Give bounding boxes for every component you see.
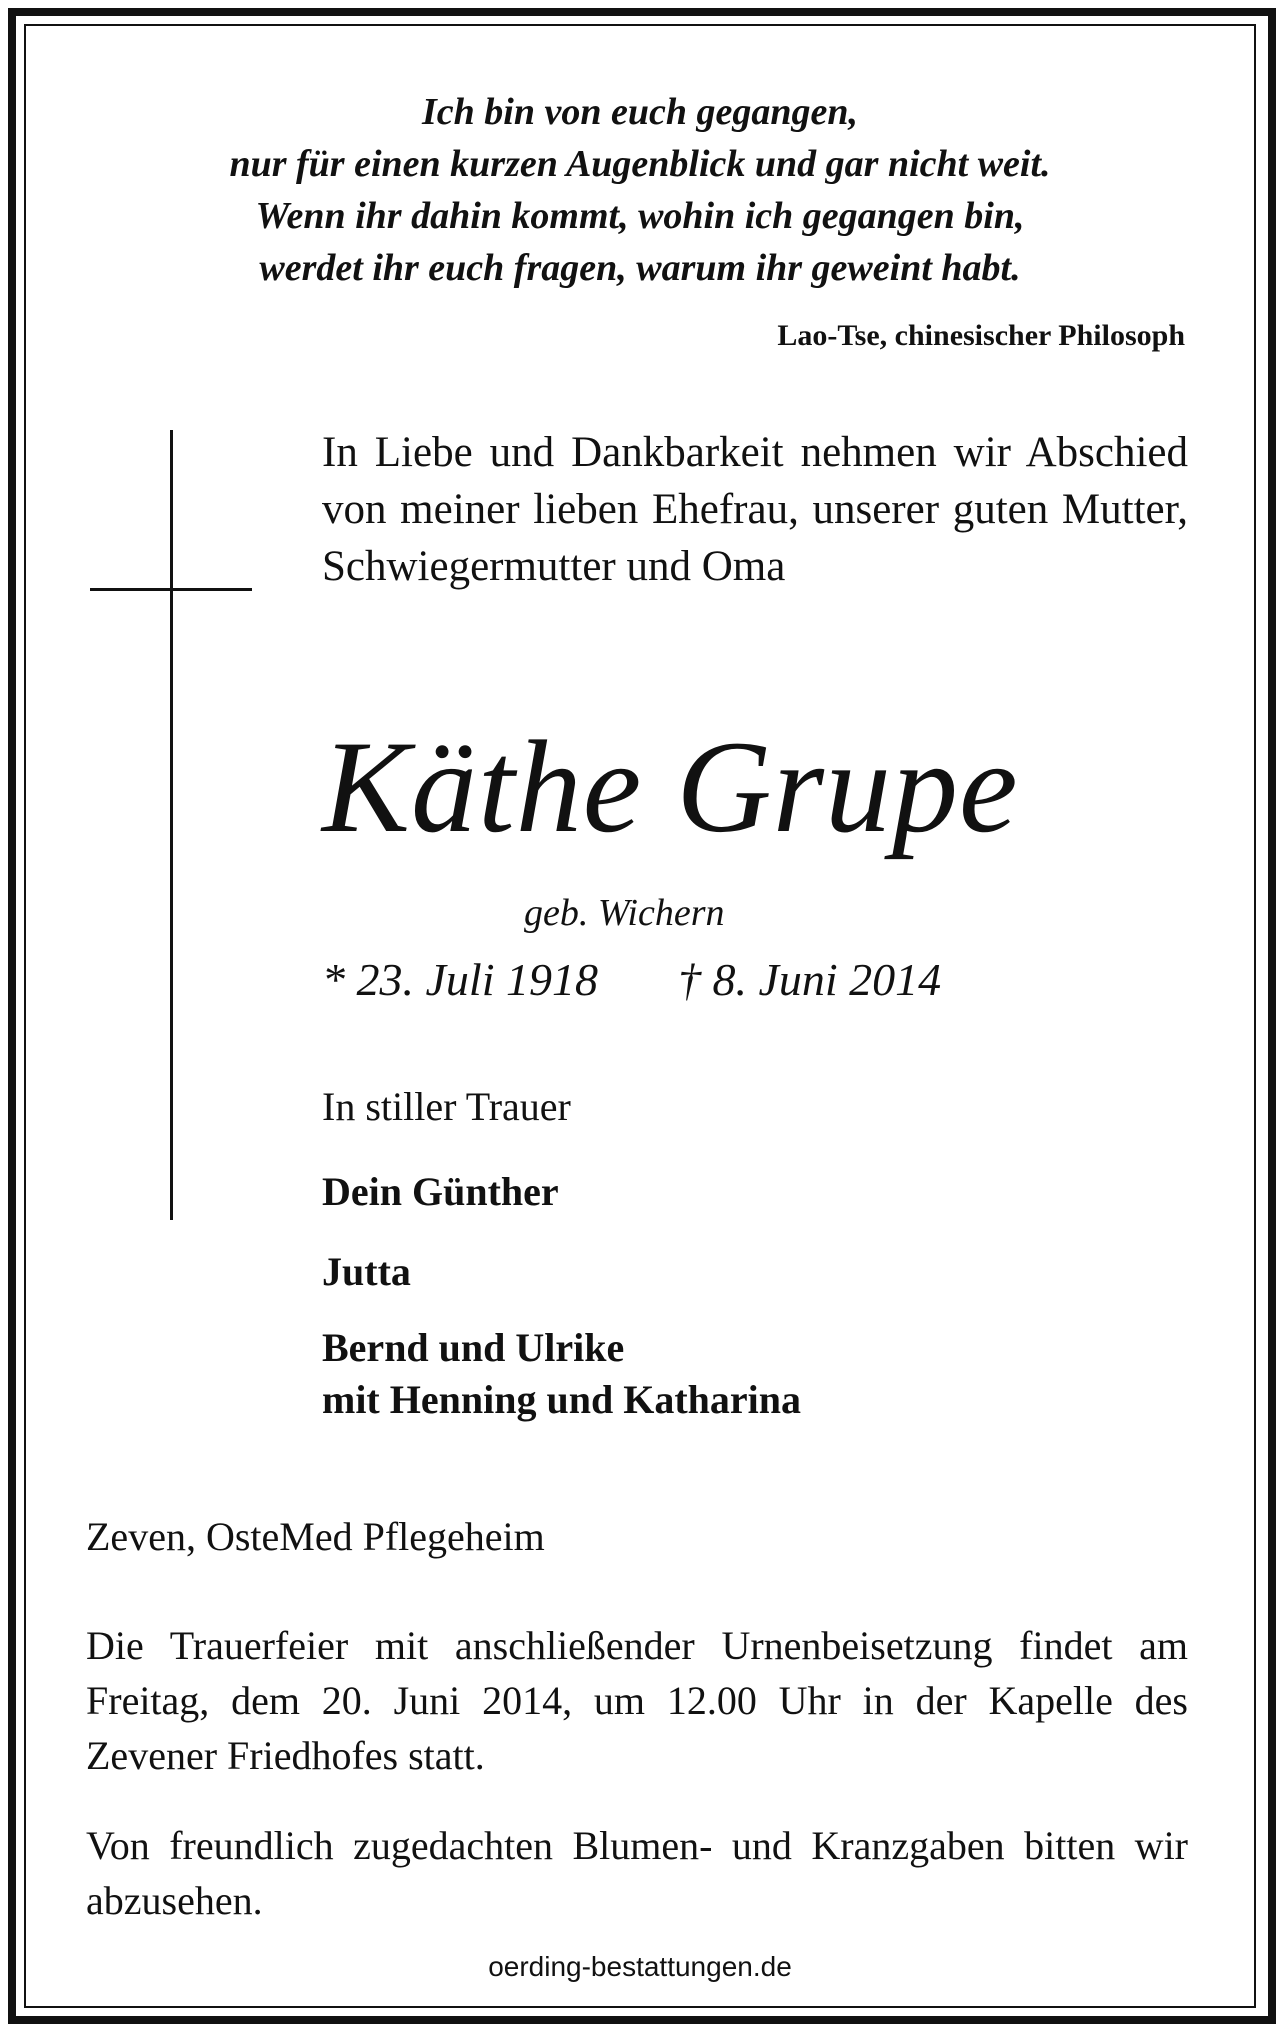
- birth-date: * 23. Juli 1918: [322, 954, 598, 1005]
- poem: [140, 86, 1140, 294]
- death-date: † 8. Juni 2014: [677, 954, 942, 1005]
- intro-text: In Liebe und Dankbarkeit nehmen wir Abschied von meiner lieben Ehefrau, unserer guten Mutter, Schwiegermutter und Oma: [322, 429, 1188, 590]
- mourner-name: mit Henning und Katharina: [322, 1377, 802, 1422]
- flowers-note: Von freundlich zugedachten Blumen- und Kranzgaben bitten wir abzusehen.: [86, 1823, 1188, 1923]
- poem-line: nur für einen kurzen Augenblick und gar nicht weit.: [229, 143, 1051, 185]
- location: Zeven, OsteMed Pflegeheim: [86, 1514, 545, 1559]
- poem-line: werdet ihr euch fragen, warum ihr geweint habt.: [259, 247, 1021, 289]
- mourner-name: Jutta: [322, 1249, 411, 1294]
- poem-line: Wenn ihr dahin kommt, wohin ich gegangen bin,: [255, 195, 1025, 237]
- mourner-name: Dein Günther: [322, 1169, 559, 1214]
- mourner-name: Bernd und Ulrike: [322, 1325, 625, 1370]
- cross-horizontal-bar: [90, 588, 252, 591]
- website-link[interactable]: oerding-bestattungen.de: [488, 1951, 792, 1982]
- ceremony-text: Die Trauerfeier mit anschließender Urnenbeisetzung findet am Freitag, dem 20. Juni 2014, um 12.00 Uhr in der Kapelle des Zevener Friedhofes statt.: [86, 1623, 1188, 1778]
- poem-attribution: Lao-Tse, chinesischer Philosoph: [777, 319, 1185, 352]
- poem-line: Ich bin von euch gegangen,: [422, 91, 858, 133]
- maiden-name: geb. Wichern: [524, 892, 725, 934]
- life-dates: [322, 950, 1122, 1010]
- deceased-name: Käthe Grupe: [322, 713, 1019, 860]
- mourners-label: In stiller Trauer: [322, 1084, 571, 1129]
- cross-vertical-bar: [170, 430, 173, 1220]
